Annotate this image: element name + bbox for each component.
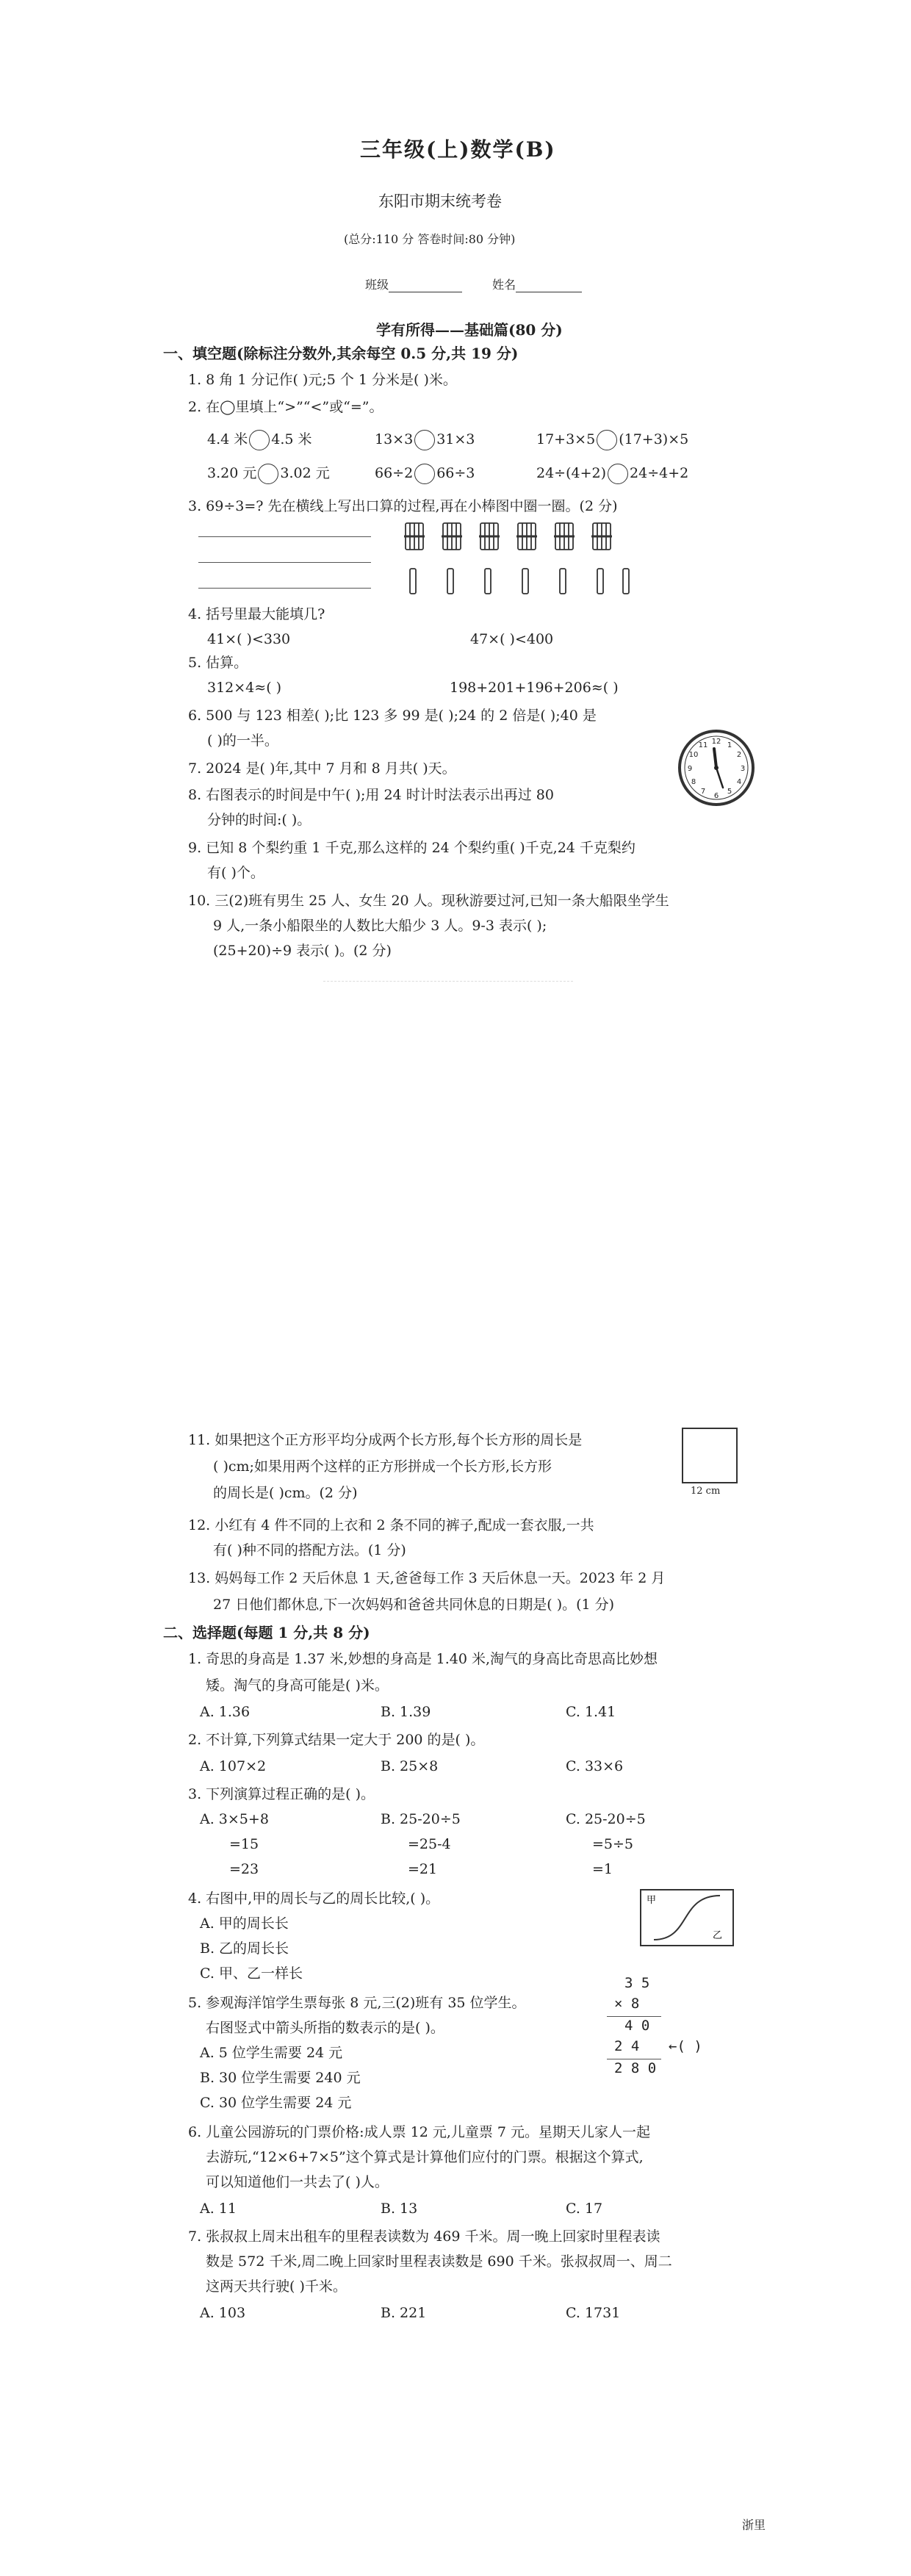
question-1-8: 8. 右图表示的时间是中午( );用 24 时计时法表示出再过 80 bbox=[188, 787, 554, 803]
question-2-2: 2. 不计算,下列算式结果一定大于 200 的是( )。 bbox=[188, 1732, 485, 1748]
svg-text:1: 1 bbox=[727, 741, 732, 749]
question-1-6-cont: ( )的一半。 bbox=[207, 733, 278, 749]
calc-step: =21 bbox=[408, 1861, 438, 1877]
svg-text:10: 10 bbox=[688, 751, 699, 759]
figure-label-yi: 乙 bbox=[713, 1930, 723, 1941]
svg-text:9: 9 bbox=[687, 765, 693, 773]
compare-item: 66÷2 66÷3 bbox=[375, 463, 475, 484]
question-2-7-cont2: 这两天共行驶( )千米。 bbox=[206, 2278, 347, 2295]
compare-circle[interactable] bbox=[608, 464, 628, 484]
question-2-6-cont: 去游玩,“12×6+7×5”这个算式是计算他们应付的门票。根据这个算式, bbox=[206, 2149, 644, 2165]
stick-diagram bbox=[403, 520, 630, 601]
question-2-7: 7. 张叔叔上周末出租车的里程表读数为 469 千米。周一晚上回家时里程表读 bbox=[188, 2228, 660, 2245]
calc-row: × 8 bbox=[614, 1996, 640, 2012]
question-1-5b: 198+201+196+206≈( ) bbox=[450, 680, 619, 696]
question-1-4: 4. 括号里最大能填几? bbox=[188, 606, 325, 622]
question-1-12-cont: 有( )种不同的搭配方法。(1 分) bbox=[213, 1542, 406, 1558]
question-1-9: 9. 已知 8 个梨约重 1 千克,那么这样的 24 个梨约重( )千克,24 千克梨约 bbox=[188, 840, 635, 856]
exam-subtitle: 东阳市期末统考卷 bbox=[378, 193, 502, 210]
option-b[interactable]: B. 1.39 bbox=[381, 1704, 431, 1720]
answer-line[interactable] bbox=[198, 562, 371, 563]
question-1-9-cont: 有( )个。 bbox=[207, 865, 264, 881]
compare-item: 17+3×5 (17+3)×5 bbox=[536, 429, 688, 450]
compare-circle[interactable] bbox=[414, 430, 435, 450]
option-a[interactable]: A. 11 bbox=[200, 2201, 237, 2217]
exam-meta: (总分:110 分 答卷时间:80 分钟) bbox=[344, 232, 516, 246]
arrow-annotation: ←( ) bbox=[669, 2038, 702, 2054]
question-2-6: 6. 儿童公园游玩的门票价格:成人票 12 元,儿童票 7 元。星期天儿家人一起 bbox=[188, 2124, 651, 2140]
compare-item: 4.4 米 4.5 米 bbox=[207, 429, 312, 450]
option-c[interactable]: C. 17 bbox=[566, 2201, 603, 2217]
svg-text:11: 11 bbox=[698, 741, 708, 749]
compare-item: 13×3 31×3 bbox=[375, 429, 475, 450]
calc-step: =1 bbox=[592, 1861, 613, 1877]
question-1-4a: 41×( )<330 bbox=[207, 631, 291, 647]
option-c[interactable]: C. 1.41 bbox=[566, 1704, 616, 1720]
stick-bundle-icon bbox=[591, 523, 612, 550]
question-1-12: 12. 小红有 4 件不同的上衣和 2 条不同的裤子,配成一套衣服,一共 bbox=[188, 1517, 594, 1533]
option-a[interactable]: A. 甲的周长长 bbox=[200, 1915, 289, 1932]
question-1-7: 7. 2024 是( )年,其中 7 月和 8 月共( )天。 bbox=[188, 760, 456, 777]
question-1-10-cont: 9 人,一条小船限坐的人数比大船少 3 人。9-3 表示( ); bbox=[213, 918, 547, 934]
option-a[interactable]: A. 107×2 bbox=[200, 1758, 267, 1774]
answer-line[interactable] bbox=[198, 588, 371, 589]
option-c[interactable]: C. 30 位学生需要 24 元 bbox=[200, 2095, 352, 2111]
svg-text:4: 4 bbox=[736, 778, 742, 786]
clock-icon bbox=[676, 727, 757, 808]
calc-row: 2 8 0 bbox=[614, 2060, 657, 2076]
option-c[interactable]: C. 甲、乙一样长 bbox=[200, 1965, 303, 1982]
question-1-6: 6. 500 与 123 相差( );比 123 多 99 是( );24 的 2 倍是( );40 是 bbox=[188, 708, 597, 724]
stick-bundle-icon bbox=[479, 523, 500, 550]
compare-item: 24÷(4+2) 24÷4+2 bbox=[536, 463, 688, 484]
option-a[interactable]: A. 5 位学生需要 24 元 bbox=[200, 2045, 343, 2061]
svg-text:2: 2 bbox=[736, 751, 742, 759]
option-b[interactable]: B. 13 bbox=[381, 2201, 418, 2217]
class-field[interactable] bbox=[365, 276, 462, 292]
perimeter-figure bbox=[639, 1888, 735, 1947]
stick-bundle-icon bbox=[442, 523, 462, 550]
question-1-11: 11. 如果把这个正方形平均分成两个长方形,每个长方形的周长是 bbox=[188, 1432, 583, 1448]
page-title: 三年级(上)数学(B) bbox=[360, 137, 556, 162]
question-1-10: 10. 三(2)班有男生 25 人、女生 20 人。现秋游要过河,已知一条大船限坐学生 bbox=[188, 893, 669, 909]
question-1-11-cont: ( )cm;如果用两个这样的正方形拼成一个长方形,长方形 bbox=[213, 1458, 552, 1475]
option-b[interactable]: B. 221 bbox=[381, 2305, 427, 2321]
compare-circle[interactable] bbox=[597, 430, 617, 450]
question-2-1-cont: 矮。淘气的身高可能是( )米。 bbox=[206, 1677, 389, 1694]
compare-circle[interactable] bbox=[249, 430, 270, 450]
question-1-1: 1. 8 角 1 分记作( )元;5 个 1 分米是( )米。 bbox=[188, 372, 457, 388]
question-1-8-cont: 分钟的时间:( )。 bbox=[207, 812, 312, 828]
compare-circle[interactable] bbox=[258, 464, 278, 484]
calc-step: =23 bbox=[229, 1861, 259, 1877]
compare-item: 3.20 元 3.02 元 bbox=[207, 463, 330, 484]
option-b[interactable]: B. 30 位学生需要 240 元 bbox=[200, 2070, 361, 2086]
square-label: 12 cm bbox=[691, 1486, 721, 1497]
question-2-3: 3. 下列演算过程正确的是( )。 bbox=[188, 1786, 375, 1802]
question-1-5a: 312×4≈( ) bbox=[207, 680, 282, 696]
question-1-11-cont2: 的周长是( )cm。(2 分) bbox=[213, 1485, 358, 1501]
question-1-4b: 47×( )<400 bbox=[470, 631, 554, 647]
answer-line[interactable] bbox=[198, 536, 371, 537]
question-2-5-cont: 右图竖式中箭头所指的数表示的是( )。 bbox=[206, 2020, 444, 2036]
option-c[interactable]: C. 25-20÷5 bbox=[566, 1811, 646, 1827]
svg-text:8: 8 bbox=[691, 778, 696, 786]
class-label: 班级 bbox=[365, 278, 389, 292]
option-c[interactable]: C. 33×6 bbox=[566, 1758, 624, 1774]
calc-step: =15 bbox=[229, 1836, 259, 1852]
footer-mark: 浙里 bbox=[742, 2518, 766, 2532]
stick-bundle-icon bbox=[404, 523, 425, 550]
question-2-5: 5. 参观海洋馆学生票每张 8 元,三(2)班有 35 位学生。 bbox=[188, 1995, 526, 2011]
question-2-6-cont2: 可以知道他们一共去了( )人。 bbox=[206, 2174, 389, 2190]
square-figure bbox=[682, 1428, 738, 1483]
option-b[interactable]: B. 25-20÷5 bbox=[381, 1811, 461, 1827]
svg-text:12: 12 bbox=[711, 738, 721, 746]
svg-text:6: 6 bbox=[713, 792, 719, 800]
calc-row: 2 4 bbox=[614, 2038, 640, 2054]
calc-step: =5÷5 bbox=[592, 1836, 634, 1852]
stick-bundle-icon bbox=[516, 523, 537, 550]
question-1-13-cont: 27 日他们都休息,下一次妈妈和爸爸共同休息的日期是( )。(1 分) bbox=[213, 1597, 615, 1613]
question-2-7-cont: 数是 572 千米,周二晚上回家时里程表读数是 690 千米。张叔叔周一、周二 bbox=[206, 2253, 672, 2270]
option-b[interactable]: B. 25×8 bbox=[381, 1758, 439, 1774]
calc-step: =25-4 bbox=[408, 1836, 451, 1852]
part-title: 学有所得——基础篇(80 分) bbox=[376, 321, 563, 339]
calc-row: 3 5 bbox=[624, 1975, 650, 1991]
calc-divider bbox=[607, 2016, 661, 2017]
svg-text:5: 5 bbox=[727, 788, 732, 796]
question-2-4: 4. 右图中,甲的周长与乙的周长比较,( )。 bbox=[188, 1890, 440, 1907]
calc-row: 4 0 bbox=[624, 2018, 650, 2034]
svg-text:7: 7 bbox=[700, 788, 706, 796]
name-label: 姓名 bbox=[492, 278, 516, 292]
question-1-3: 3. 69÷3=? 先在横线上写出口算的过程,再在小棒图中圈一圈。(2 分) bbox=[188, 498, 618, 514]
question-1-2: 2. 在◯里填上“>”“<”或“=”。 bbox=[188, 399, 384, 415]
option-b[interactable]: B. 乙的周长长 bbox=[200, 1940, 289, 1957]
question-1-13: 13. 妈妈每工作 2 天后休息 1 天,爸爸每工作 3 天后休息一天。2023 年 2 月 bbox=[188, 1570, 666, 1586]
single-stick-icon bbox=[410, 569, 629, 594]
option-a[interactable]: A. 3×5+8 bbox=[200, 1811, 269, 1827]
option-c[interactable]: C. 1731 bbox=[566, 2305, 621, 2321]
cut-line bbox=[323, 981, 573, 982]
option-a[interactable]: A. 103 bbox=[200, 2305, 246, 2321]
name-field[interactable] bbox=[492, 276, 582, 292]
question-2-1: 1. 奇思的身高是 1.37 米,妙想的身高是 1.40 米,淘气的身高比奇思高比妙想 bbox=[188, 1651, 658, 1667]
option-a[interactable]: A. 1.36 bbox=[200, 1704, 251, 1720]
figure-label-jia: 甲 bbox=[647, 1895, 657, 1906]
section1-heading: 一、填空题(除标注分数外,其余每空 0.5 分,共 19 分) bbox=[163, 345, 519, 362]
question-1-5: 5. 估算。 bbox=[188, 655, 248, 671]
question-1-10-cont2: (25+20)÷9 表示( )。(2 分) bbox=[213, 943, 392, 959]
section2-heading: 二、选择题(每题 1 分,共 8 分) bbox=[163, 1624, 370, 1641]
svg-text:3: 3 bbox=[740, 765, 746, 773]
stick-bundle-icon bbox=[554, 523, 575, 550]
compare-circle[interactable] bbox=[414, 464, 435, 484]
